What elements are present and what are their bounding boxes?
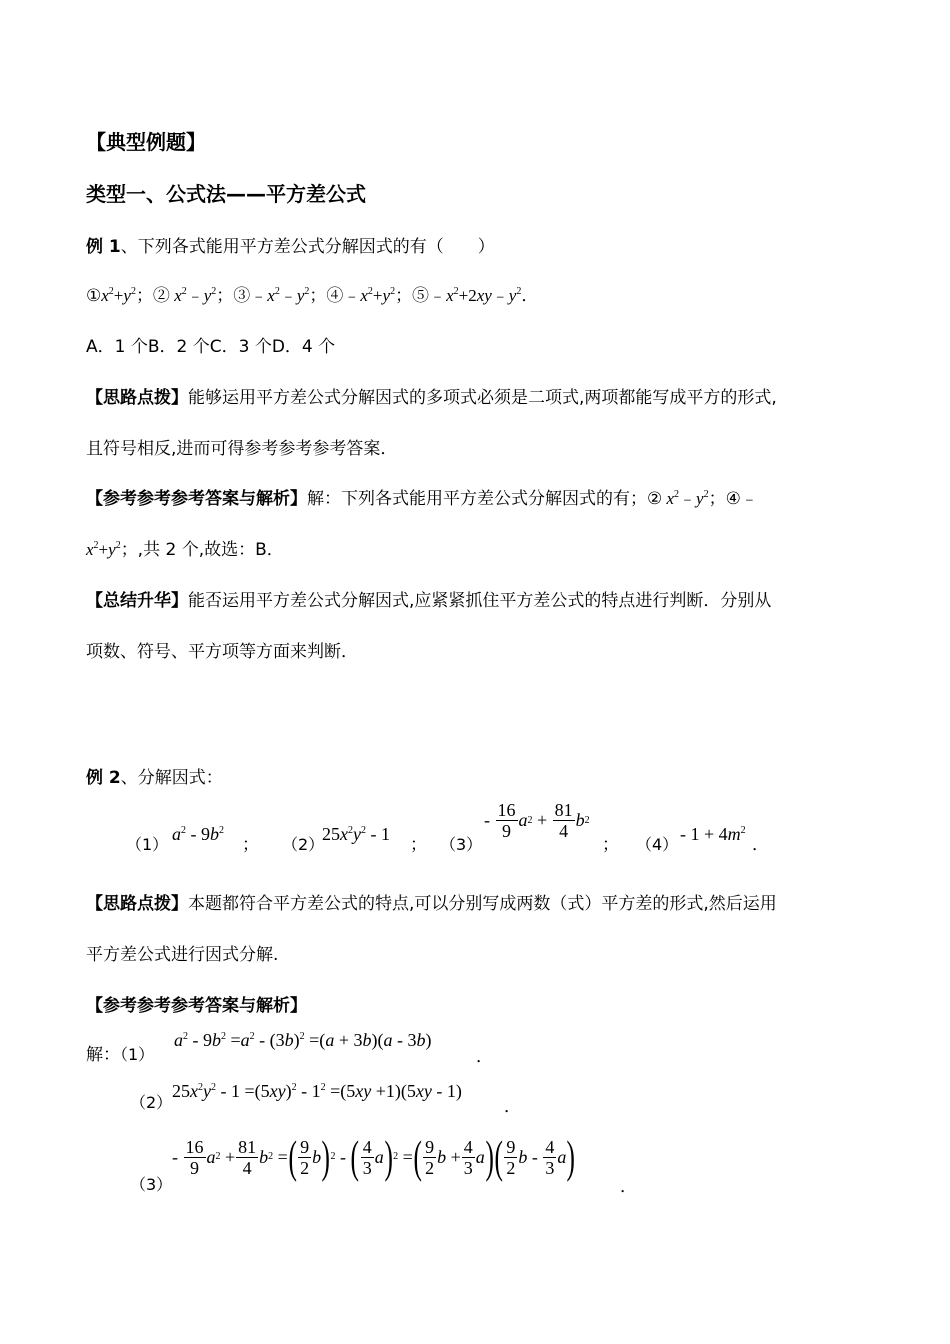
ex2-hint-label: 【思路点拨】 (86, 894, 188, 914)
ex2-p3-label: （3） (440, 835, 483, 854)
ex2-answer-label: 【参考参考参考答案与解析】 (86, 996, 307, 1016)
type-title: 类型一、公式法——平方差公式 (86, 182, 366, 206)
ex1-hint-label: 【思路点拨】 (86, 388, 188, 408)
ex2-p1-label: （1） (126, 835, 169, 854)
ex2-hint-line1: 【思路点拨】本题都符合平方差公式的特点,可以分别写成两数（式）平方差的形式,然后运用 (86, 894, 777, 914)
ex1-answer-line2: $x^2+y^2$；,共 2 个,故选：B． (86, 540, 284, 560)
ex2-solution-2: $25x^2y^2 - 1 =(5xy)^2 - 1^2 =(5xy +1)(5xy - 1)$ (172, 1081, 462, 1101)
ex2-question: 、分解因式： (120, 768, 223, 788)
ex2-question-line (86, 763, 223, 788)
ex2-solution-3: - $\frac{16}{9}$ a 2 + $\frac{81}{4}$ b 2 = ( $\frac{9}{2}$ b ) 2 - ( $\frac{4}{3}$ a ) 2 = ( $\frac{9}{2}$ b + $\frac{4}{3}$ a ) ( $\frac{9}{2}$ b - $\frac{4}{3}$ a ) (172, 1131, 576, 1182)
ex2-label: 例 2 (86, 768, 121, 788)
ex1-summary-line1: 【总结升华】能否运用平方差公式分解因式,应紧紧抓住平方差公式的特点进行判断．分别从 (86, 591, 772, 611)
ex2-p3-expr: - $\frac{16}{9}$ a 2 + $\frac{81}{4}$ b 2 (484, 800, 590, 841)
ex2-s3-label: （3） (130, 1175, 173, 1194)
ex1-items: $①x^2+y^2$；② $x^2﹣y^2$；$③﹣x^2﹣y^2$；$④﹣x^2+y^2$；$⑤﹣x^2+2xy﹣y^2$． (86, 286, 539, 305)
ex2-hint-line2: 平方差公式进行因式分解. (86, 945, 279, 965)
ex1-answer-line1: 【参考参考参考答案与解析】解：下列各式能用平方差公式分解因式的有；② $x^2﹣y^2$；④﹣ (86, 489, 758, 509)
ex1-summary-line2: 项数、符号、平方项等方面来判断． (86, 642, 358, 662)
ex2-s2-label: （2） (130, 1093, 173, 1112)
ex2-solve-label: 解：（1） (86, 1045, 155, 1065)
ex1-question-line (86, 232, 495, 257)
section-title: 【典型例题】 (86, 130, 206, 154)
ex1-question: 、下列各式能用平方差公式分解因式的有（ ） (120, 237, 495, 257)
ex2-p4-label: （4） (636, 835, 679, 854)
ex1-label: 例 1 (86, 237, 121, 257)
ex1-hint-line1: 【思路点拨】能够运用平方差公式分解因式的多项式必须是二项式,两项都能写成平方的形式, (86, 388, 777, 408)
ex1-summary-label: 【总结升华】 (86, 591, 188, 611)
ex1-options: A．1 个B．2 个C．3 个D．4 个 (86, 337, 336, 357)
ex1-answer-label: 【参考参考参考答案与解析】 (86, 489, 307, 509)
ex2-p2-expr: $25x^2y^2 - 1$ (322, 824, 390, 844)
ex2-p2-label: （2） (282, 835, 325, 854)
ex1-hint-line2: 且符号相反,进而可得参考参考参考答案． (86, 439, 398, 459)
ex2-p4-expr: - $1 + 4m^2$ (680, 824, 746, 844)
ex2-solution-1: $a^2 - 9b^2 =a^2 - (3b)^2 =(a + 3b)(a - 3b)$ (174, 1030, 432, 1050)
ex2-p1-expr: $a^2 - 9b^2$ (172, 824, 224, 844)
